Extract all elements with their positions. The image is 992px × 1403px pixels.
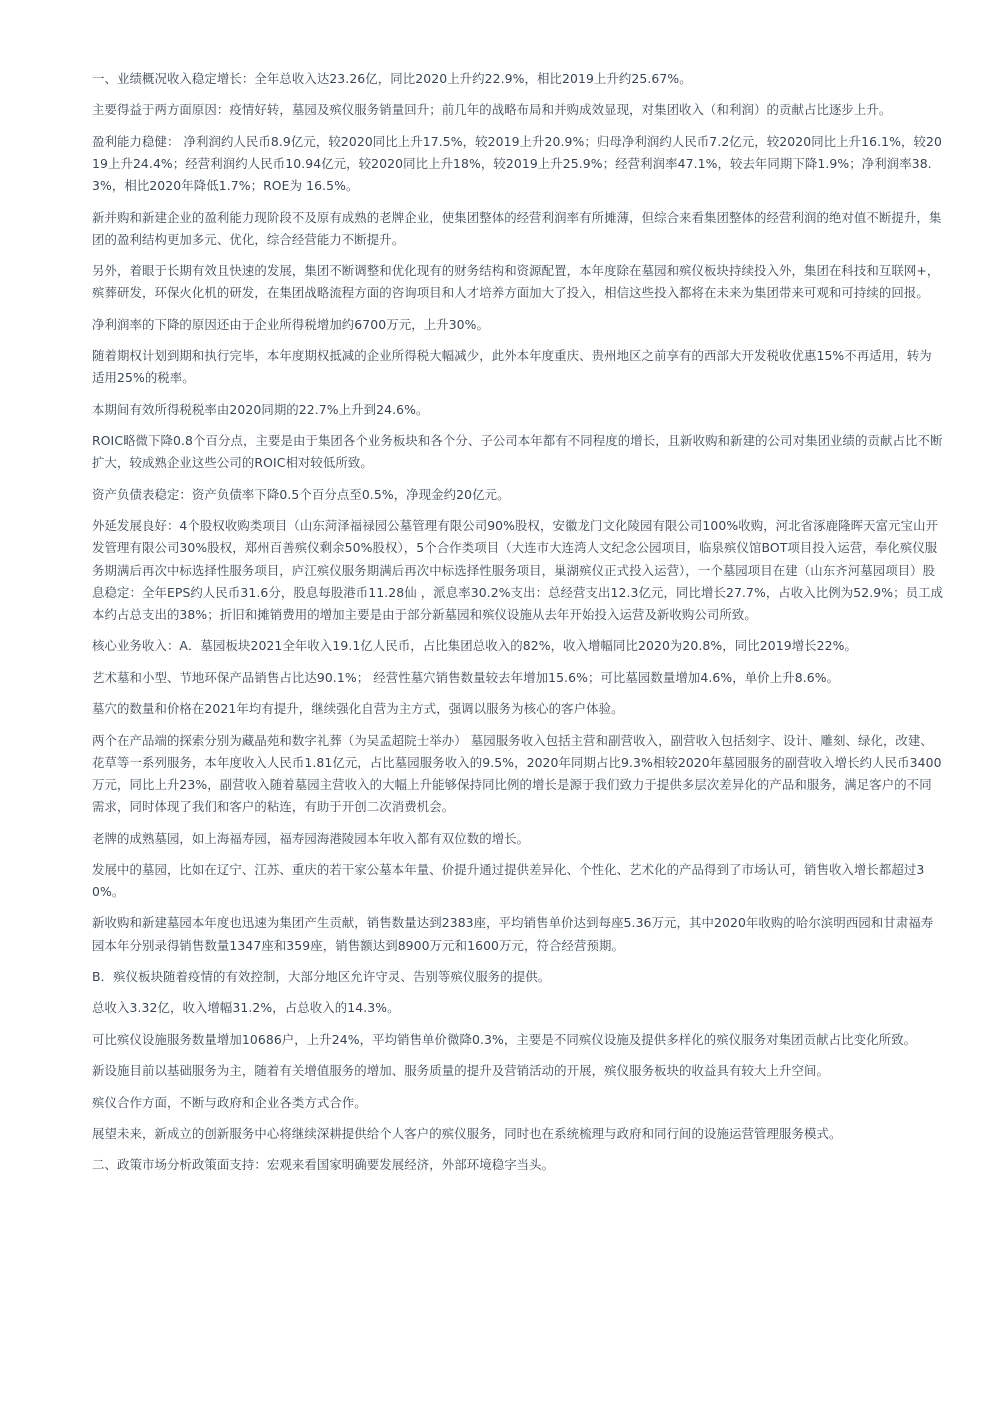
paragraph-option-tax: 随着期权计划到期和执行完毕，本年度期权抵减的企业所得税大幅减少，此外本年度重庆、贵州地区之前享有的西部大开发税收优惠15%不再适用，转为适用25%的税率。: [92, 348, 932, 386]
paragraph-main-reasons: 主要得益于两方面原因：疫情好转，墓园及殡仪服务销量回升；前几年的战略布局和并购成效显现，对集团收入（和利润）的贡献占比逐步上升。: [92, 102, 892, 118]
document-page: [92, 68, 944, 1186]
paragraph-tomb-volume-price: 墓穴的数量和价格在2021年均有提升，继续强化自营为主方式，强调以服务为核心的客户体验。: [92, 701, 624, 717]
paragraph-policy-analysis: 二、政策市场分析政策面支持：宏观来看国家明确要发展经济，外部环境稳字当头。: [92, 1157, 555, 1173]
paragraph-funeral-revenue: 总收入3.32亿，收入增幅31.2%，占总收入的14.3%。: [92, 1000, 400, 1016]
paragraph-performance-overview: 一、业绩概况收入稳定增长：全年总收入达23.26亿，同比2020上升约22.9%，相比2019上升约25.67%。: [92, 71, 692, 86]
paragraph-balance-sheet: 资产负债表稳定：资产负债率下降0.5个百分点至0.5%，净现金约20亿元。: [92, 486, 510, 502]
paragraph-investment: 另外，着眼于长期有效且快速的发展，集团不断调整和优化现有的财务结构和资源配置，本年度除在墓园和殡仪板块持续投入外，集团在科技和互联网+，殡葬研发，环保火化机的研发，在集团战略流程方面的咨询项目和人才培养方面加大了投入，相信这些投入都将在未来为集团带来可观和可持续的回报。: [92, 263, 940, 301]
paragraph-new-acquisitions-profit: 新并购和新建企业的盈利能力现阶段不及原有成熟的老牌企业，使集团整体的经营利润率有所摊薄，但综合来看集团整体的经营利润的绝对值不断提升，集团的盈利结构更加多元、优化，综合经营能力不断提升。: [92, 209, 942, 247]
paragraph-effective-tax-rate: 本期间有效所得税税率由2020同期的22.7%上升到24.6%。: [92, 401, 429, 417]
paragraph-art-tombs: 艺术墓和小型、节地环保产品销售占比达90.1%； 经营性墓穴销售数量较去年增加15.6%；可比墓园数量增加4.6%，单价上升8.6%。: [92, 669, 840, 685]
paragraph-funeral-cooperation: 殡仪合作方面，不断与政府和企业各类方式合作。: [92, 1094, 367, 1110]
paragraph-developing-cemeteries: 发展中的墓园，比如在辽宁、江苏、重庆的若干家公墓本年量、价提升通过提供差异化、个性化、艺术化的产品得到了市场认可，销售收入增长都超过30%。: [92, 861, 925, 900]
paragraph-funeral-segment: B．殡仪板块随着疫情的有效控制，大部分地区允许守灵、告别等殡仪服务的提供。: [92, 969, 551, 985]
paragraph-funeral-services-count: 可比殡仪设施服务数量增加10686户，上升24%，平均销售单价微降0.3%，主要是不同殡仪设施及提供多样化的殡仪服务对集团贡献占比变化所致。: [92, 1031, 917, 1047]
paragraph-outlook: 展望未来，新成立的创新服务中心将继续深耕提供给个人客户的殡仪服务，同时也在系统梳理与政府和同行间的设施运营管理服务模式。: [92, 1126, 842, 1142]
paragraph-profitability: 盈利能力稳健： 净利润约人民币8.9亿元，较2020同比上升17.5%，较2019上升20.9%；归母净利润约人民币7.2亿元，较2020同比上升16.1%，较2019上升24.4%；经营利润约人民币10.94亿元，较2020同比上升18%，较2019上升25.9%；经营利润率47.1%，较去年同期下降1.9%；净利润率38.3%，相比2020年降低1.7%；ROE为 16.5%。: [92, 133, 942, 194]
paragraph-external-expansion: 外延发展良好：4个股权收购类项目（山东菏泽福禄园公墓管理有限公司90%股权，安徽龙门文化陵园有限公司100%收购，河北省涿鹿隆晖天富元宝山开发管理有限公司30%股权，郑州百善殡仪剩余50%股权），5个合作类项目（大连市大连湾人文纪念公园项目，临泉殡仪馆BOT项目投入运营，奉化殡仪服务期满后再次中标选择性服务项目，庐江殡仪服务期满后再次中标选择性服务项目，巢湖殡仪正式投入运营），一个墓园项目在建（山东齐河墓园项目）股息稳定：全年EPS约人民币31.6分，股息每股港币11.28仙 ，派息率30.2%支出：总经营支出12.3亿元，同比增长27.7%，占收入比例为52.9%；员工成本约占总支出的38%；折旧和摊销费用的增加主要是由于部分新墓园和殡仪设施从去年开始投入运营及新收购公司所致。: [92, 518, 944, 622]
paragraph-mature-cemeteries: 老牌的成熟墓园，如上海福寿园，福寿园海港陵园本年收入都有双位数的增长。: [92, 830, 530, 846]
paragraph-product-exploration: 两个在产品端的探索分别为藏晶苑和数字礼葬（为吴孟超院士举办） 墓园服务收入包括主营和副营收入，副营收入包括刻字、设计、雕刻、绿化，改建、花草等一系列服务，本年度收入人民币1.81亿元，占比墓园服务收入的9.5%，2020年同期占比9.3%相较2020年墓园服务的副营收入增长约人民币3400万元，同比上升23%，副营收入随着墓园主营收入的大幅上升能够保持同比例的增长是源于我们致力于提供多层次差异化的产品和服务，满足客户的不同需求，同时体现了我们和客户的粘连，有助于开创二次消费机会。: [92, 732, 942, 815]
paragraph-new-cemeteries: 新收购和新建墓园本年度也迅速为集团产生贡献，销售数量达到2383座，平均销售单价达到每座5.36万元，其中2020年收购的哈尔滨明西园和甘肃福寿园本年分别录得销售数量1347座和359座，销售额达到8900万元和1600万元，符合经营预期。: [92, 915, 934, 953]
paragraph-roic: ROIC略微下降0.8个百分点，主要是由于集团各个业务板块和各个分、子公司本年都有不同程度的增长，且新收购和新建的公司对集团业绩的贡献占比不断扩大，较成熟企业这些公司的ROIC相对较低所致。: [92, 433, 943, 471]
paragraph-core-revenue-cemetery: 核心业务收入：A．墓园板块2021全年收入19.1亿人民币，占比集团总收入的82%，收入增幅同比2020为20.8%，同比2019增长22%。: [92, 638, 858, 654]
paragraph-new-facilities: 新设施目前以基础服务为主，随着有关增值服务的增加、服务质量的提升及营销活动的开展，殡仪服务板块的收益具有较大上升空间。: [92, 1063, 829, 1079]
paragraph-net-margin-decline: 净利润率的下降的原因还由于企业所得税增加约6700万元，上升30%。: [92, 316, 490, 332]
